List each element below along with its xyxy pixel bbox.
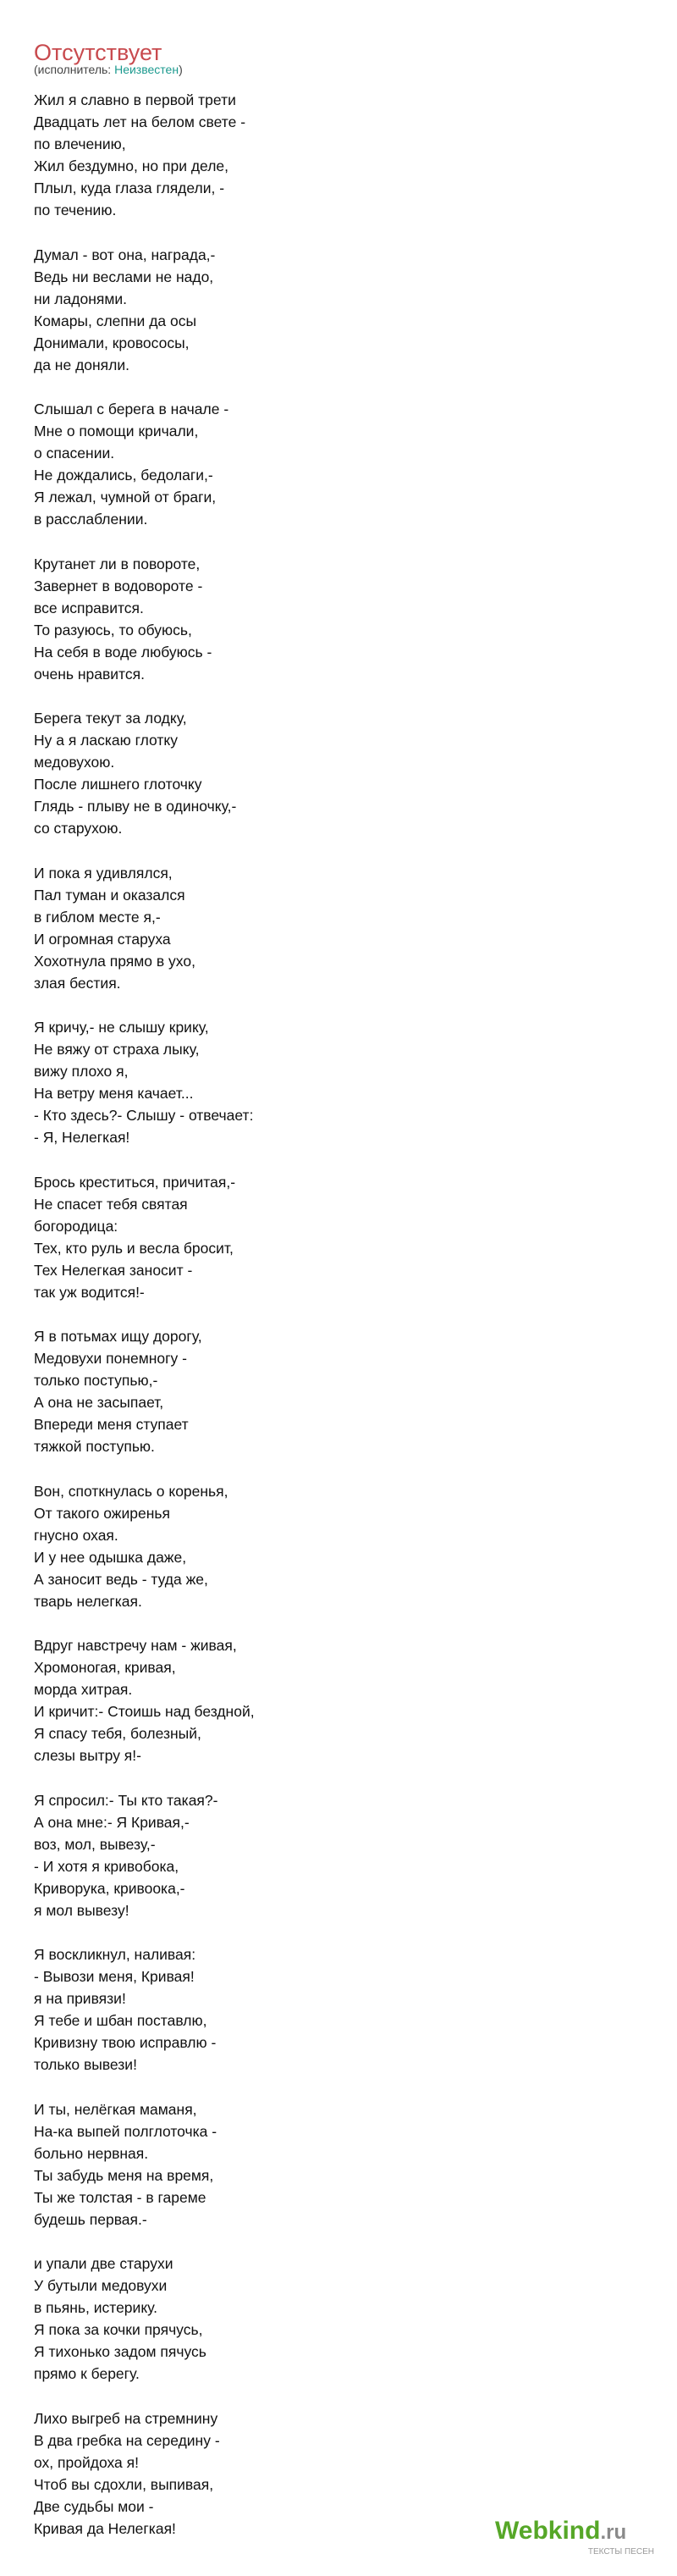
lyrics-line: я мол вывезу! — [34, 1901, 129, 1919]
lyrics-line: ни ладонями. — [34, 290, 127, 307]
lyrics-line: И пока я удивлялся, — [34, 864, 173, 882]
logo-tagline: ТЕКСТЫ ПЕСЕН — [587, 2547, 654, 2557]
lyrics-line: Ну а я ласкаю глотку — [34, 732, 179, 749]
lyrics-line: Я воскликнул, наливая: — [34, 1946, 196, 1963]
lyrics-line: в пьянь, истерику. — [34, 2299, 158, 2316]
lyrics-line: Завернет в водовороте - — [34, 577, 203, 594]
logo-wordmark — [495, 2517, 661, 2547]
lyrics-line: - Я, Нелегкая! — [34, 1129, 130, 1146]
lyrics-line: Слышал с берега в начале - — [34, 401, 229, 417]
lyrics-stanza — [34, 2098, 643, 2231]
lyrics-line: Лихо выгреб на стремнину — [34, 2409, 218, 2427]
lyrics-line: и упали две старухи — [34, 2255, 173, 2272]
lyrics-line: На-ка выпей полглоточка - — [34, 2122, 217, 2140]
lyrics-line: У бутыли медовухи — [34, 2277, 168, 2294]
lyrics-line: Кривая да Нелегкая! — [34, 2519, 176, 2537]
lyrics-line: Криворука, кривоока,- — [34, 1879, 185, 1897]
lyrics-stanza — [34, 1016, 643, 1148]
logo-name: Webkind — [495, 2517, 601, 2545]
lyrics-line: Я в потьмах ищу дорогу, — [34, 1328, 202, 1345]
lyrics-line: Плыл, куда глаза глядели, - — [34, 180, 225, 196]
lyrics-line: Мне о помощи кричали, — [34, 423, 199, 439]
lyrics-line: На ветру меня качает... — [34, 1085, 194, 1102]
lyrics-line: со старухою. — [34, 820, 123, 837]
lyrics-line: вижу плохо я, — [34, 1063, 129, 1080]
lyrics-text — [34, 89, 643, 2562]
lyrics-line: больно нервная. — [34, 2144, 149, 2162]
lyrics-line: И ты, нелёгкая маманя, — [34, 2100, 197, 2118]
lyrics-line: И у нее одышка даже, — [34, 1548, 187, 1566]
lyrics-line: Жил бездумно, но при деле, — [34, 158, 229, 174]
lyrics-line: Берега текут за лодку, — [34, 710, 187, 727]
lyrics-line: богородица: — [34, 1217, 118, 1235]
lyrics-line: После лишнего глоточку — [34, 776, 202, 793]
lyrics-line: Думал - вот она, награда,- — [34, 246, 216, 263]
lyrics-line: И кричит:- Стоишь над бездной, — [34, 1703, 255, 1720]
lyrics-stanza — [34, 244, 643, 376]
lyrics-line: Тех Нелегкая заносит - — [34, 1261, 193, 1279]
webkind-logo[interactable] — [495, 2517, 661, 2564]
lyrics-stanza — [34, 553, 643, 685]
lyrics-stanza — [34, 1171, 643, 1303]
lyrics-line: - Кто здесь?- Слышу - отвечает: — [34, 1107, 254, 1124]
lyrics-line: будешь первая.- — [34, 2210, 147, 2228]
lyrics-line: А она мне:- Я Кривая,- — [34, 1813, 190, 1831]
lyrics-line: тварь нелегкая. — [34, 1592, 142, 1610]
lyrics-line: Пал туман и оказался — [34, 886, 185, 904]
lyrics-line: Брось креститься, причитая,- — [34, 1173, 236, 1191]
lyrics-line: в расслаблении. — [34, 511, 148, 528]
lyrics-line: Я пока за кочки прячусь, — [34, 2321, 203, 2338]
lyrics-line: в гиблом месте я,- — [34, 908, 161, 926]
lyrics-line: Вдруг навстречу нам - живая, — [34, 1637, 237, 1654]
lyrics-line: Я тебе и шбан поставлю, — [34, 2012, 207, 2029]
lyrics-line: Донимали, кровососы, — [34, 334, 190, 351]
lyrics-line: Глядь - плыву не в одиночку,- — [34, 798, 237, 815]
lyrics-line: злая бестия. — [34, 974, 121, 992]
lyrics-stanza — [34, 398, 643, 530]
lyrics-line: Впереди меня ступает — [34, 1416, 189, 1433]
logo-domain: .ru — [600, 2521, 627, 2544]
lyrics-line: Не дождались, бедолаги,- — [34, 467, 213, 484]
lyrics-line: все исправится. — [34, 599, 144, 616]
lyrics-stanza — [34, 89, 643, 221]
lyrics-line: Две судьбы мои - — [34, 2497, 154, 2515]
lyrics-line: только вывези! — [34, 2056, 137, 2073]
lyrics-stanza — [34, 1634, 643, 1766]
lyrics-stanza — [34, 1480, 643, 1612]
lyrics-line: Я кричу,- не слышу крику, — [34, 1019, 209, 1036]
lyrics-line: тяжкой поступью. — [34, 1438, 155, 1455]
lyrics-line: прямо к берегу. — [34, 2365, 140, 2382]
lyrics-line: я на привязи! — [34, 1990, 126, 2007]
performer-suffix: ) — [179, 63, 183, 76]
lyrics-line: Хохотнула прямо в ухо, — [34, 952, 195, 970]
lyrics-line: Кривизну твою исправлю - — [34, 2034, 217, 2051]
lyrics-line: да не доняли. — [34, 356, 129, 373]
lyrics-stanza — [34, 1943, 643, 2076]
lyrics-line: гнусно охая. — [34, 1526, 118, 1544]
lyrics-line: Двадцать лет на белом свете - — [34, 113, 246, 130]
lyrics-line: А она не засыпает, — [34, 1394, 164, 1411]
lyrics-line: Ведь ни веслами не надо, — [34, 268, 214, 285]
lyrics-line: От такого ожиренья — [34, 1504, 170, 1522]
lyrics-line: Я спросил:- Ты кто такая?- — [34, 1791, 218, 1809]
lyrics-stanza — [34, 1789, 643, 1921]
lyrics-line: Я спасу тебя, болезный, — [34, 1725, 201, 1742]
lyrics-line: ох, пройдоха я! — [34, 2453, 139, 2471]
lyrics-line: И огромная старуха — [34, 930, 171, 948]
lyrics-line: слезы вытру я!- — [34, 1747, 141, 1764]
lyrics-line: так уж водится!- — [34, 1283, 145, 1301]
lyrics-line: Я тихонько задом пячусь — [34, 2343, 206, 2360]
lyrics-line: На себя в воде любуюсь - — [34, 643, 212, 661]
lyrics-line: морда хитрая. — [34, 1681, 133, 1698]
lyrics-line: - И хотя я кривобока, — [34, 1857, 179, 1875]
lyrics-line: Ты забудь меня на время, — [34, 2166, 214, 2184]
lyrics-line: Не спасет тебя святая — [34, 1195, 188, 1213]
lyrics-stanza — [34, 1325, 643, 1457]
performer-link[interactable]: Неизвестен — [114, 63, 179, 76]
lyrics-line: Ты же толстая - в гареме — [34, 2188, 206, 2206]
lyrics-line: Не вяжу от страха лыку, — [34, 1041, 200, 1058]
lyrics-line: воз, мол, вывезу,- — [34, 1835, 156, 1853]
lyrics-line: о спасении. — [34, 445, 115, 462]
lyrics-line: Медовухи понемногу - — [34, 1350, 187, 1367]
song-title: Отсутствует — [34, 40, 162, 65]
lyrics-stanza — [34, 2253, 643, 2385]
lyrics-line: В два гребка на середину - — [34, 2431, 220, 2449]
lyrics-line: по течению. — [34, 202, 117, 218]
lyrics-line: Жил я славно в первой трети — [34, 91, 236, 108]
lyrics-line: Я лежал, чумной от браги, — [34, 489, 217, 506]
lyrics-line: только поступью,- — [34, 1372, 158, 1389]
performer-line — [34, 62, 183, 77]
lyrics-line: То разуюсь, то обуюсь, — [34, 621, 192, 638]
lyrics-line: Вон, споткнулась о коренья, — [34, 1482, 228, 1500]
lyrics-line: Хромоногая, кривая, — [34, 1659, 176, 1676]
lyrics-line: медовухою. — [34, 754, 115, 771]
lyrics-line: Крутанет ли в повороте, — [34, 555, 201, 572]
lyrics-line: по влечению, — [34, 135, 126, 152]
lyrics-line: очень нравится. — [34, 665, 145, 683]
performer-prefix: (исполнитель: — [34, 63, 115, 76]
lyrics-stanza — [34, 707, 643, 839]
lyrics-line: Тех, кто руль и весла бросит, — [34, 1239, 234, 1257]
lyrics-line: - Вывози меня, Кривая! — [34, 1968, 195, 1985]
lyrics-stanza — [34, 862, 643, 994]
lyrics-line: А заносит ведь - туда же, — [34, 1570, 208, 1588]
lyrics-line: Чтоб вы сдохли, выпивая, — [34, 2475, 214, 2493]
lyrics-line: Комары, слепни да осы — [34, 312, 197, 329]
